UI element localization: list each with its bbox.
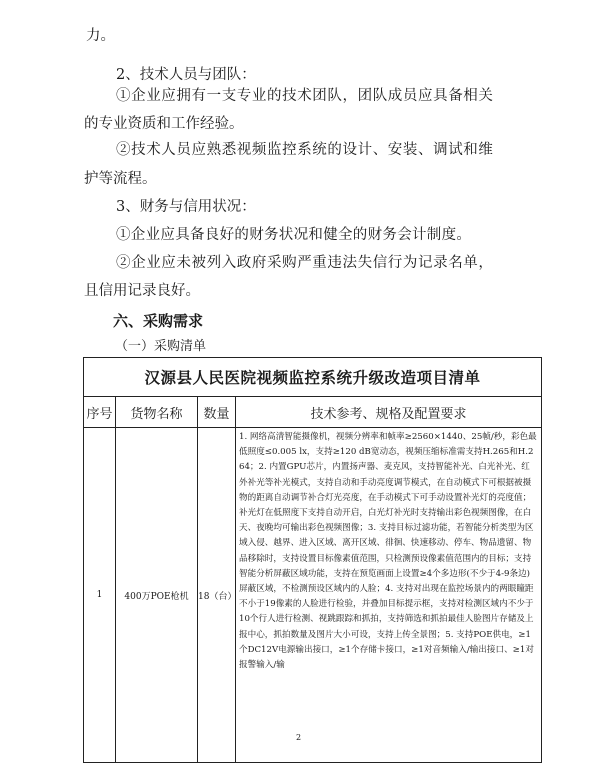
header-qty: 数量 <box>198 397 236 428</box>
header-spec: 技术参考、规格及配置要求 <box>236 397 542 428</box>
text-line-6: 护等流程。 <box>84 171 157 187</box>
text-line-4: 的专业资质和工作经验。 <box>84 116 244 132</box>
row-qty: 18（台） <box>198 428 236 763</box>
table-title: 汉源县人民医院视频监控系统升级改造项目清单 <box>84 358 542 397</box>
text-line-1: 力。 <box>86 28 115 44</box>
text-line-10: 且信用记录良好。 <box>84 283 200 299</box>
row-no: 1 <box>84 428 116 763</box>
procurement-table <box>83 357 542 763</box>
row-name: 400万POE枪机 <box>116 428 198 763</box>
header-no: 序号 <box>84 397 116 428</box>
sub-heading: （一）采购清单 <box>115 339 207 354</box>
text-line-3: ①企业应拥有一支专业的技术团队，团队成员应具备相关 <box>116 88 494 104</box>
table-row <box>84 428 542 763</box>
text-line-7: 3、财务与信用状况： <box>116 199 256 215</box>
text-line-9: ②企业应未被列入政府采购严重违法失信行为记录名单， <box>116 255 494 271</box>
text-line-2: 2、技术人员与团队： <box>116 67 256 83</box>
page-number: 2 <box>295 733 302 742</box>
section-heading: 六、采购需求 <box>113 312 204 330</box>
header-name: 货物名称 <box>116 397 198 428</box>
row-spec: 1. 网络高清智能摄像机，视频分辨率和帧率≥2560×1440、25帧/秒，彩色最低照度≤0.005 lx，支持≥120 dB宽动态，视频压缩标准需支持H.265和H.264；2. 内置GPU芯片，内置扬声器、麦克风，支持智能补光、白光补光、红外补光等补光模式，支持自动和手动亮度调节模式，在自动模式下可根据被摄物的距离自动调节补合灯光亮度，在手动模式下可手动设置补光灯的亮度值；补光灯在低照度下支持自动开启，白光灯补光时支持输出彩色视频图像，在白天、夜晚均可输出彩色视频图像；3. 支持目标过滤功能，若智能分析类型为区域入侵、越界、进入区域、离开区域、徘徊、快速移动、停车、物品遗留、物品移除时，支持设置目标像素值范围，只检测预设像素值范围内的目标；支持智能分析屏蔽区域功能，支持在预览画面上设置≥4个多边形(不少于4-9条边)屏蔽区域，不检测预设区域内的人脸；4. 支持对出现在监控场景内的两眼瞳距不小于19像素的人脸进行检验，并叠加目标提示框，支持对检测区域内不少于10个行人进行检测、视跳跟踪和抓拍，支持筛选和抓拍最佳人脸图片存储及上报中心，抓拍数量及图片大小可设，支持上传全景图；5. 支持POE供电，≥1个DC12V电源输出接口，≥1个存储卡接口，≥1对音频输入/输出接口、≥1对报警输入/输 <box>236 428 542 763</box>
text-line-5: ②技术人员应熟悉视频监控系统的设计、安装、调试和维 <box>116 142 494 158</box>
text-line-8: ①企业应具备良好的财务状况和健全的财务会计制度。 <box>116 227 472 243</box>
